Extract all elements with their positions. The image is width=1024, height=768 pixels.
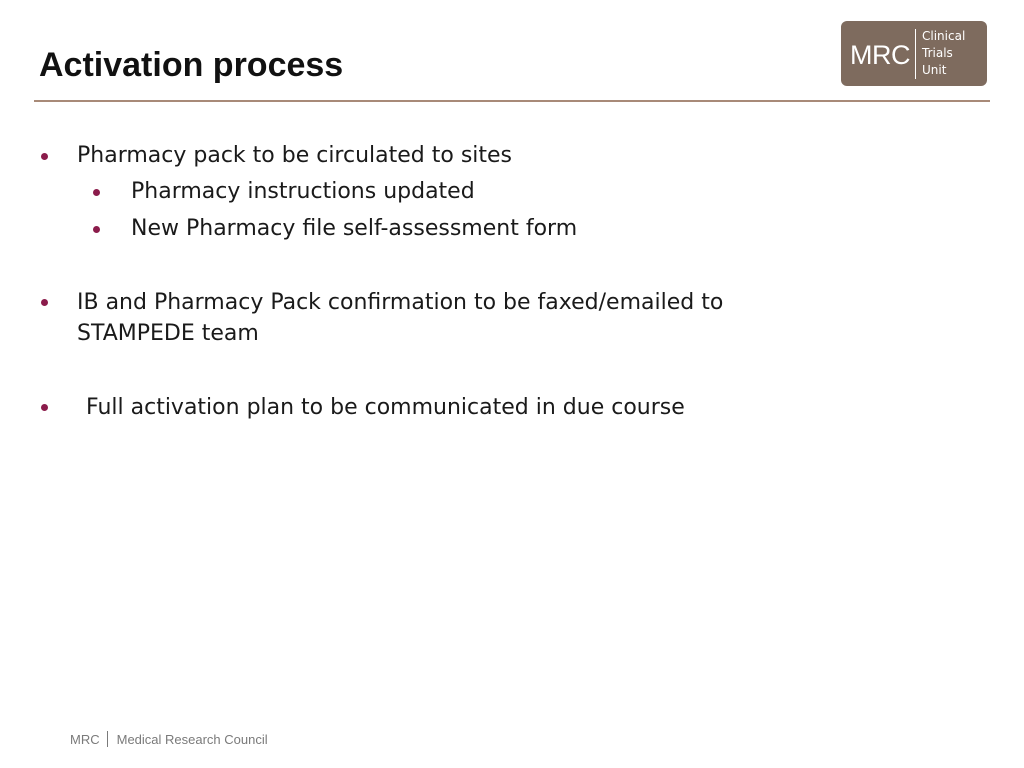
slide-title: Activation process — [39, 46, 344, 84]
logo-divider — [915, 29, 916, 79]
sub-bullet-item: Pharmacy instructions updated — [131, 179, 475, 204]
footer-mrc-logo — [70, 731, 268, 747]
bullet-marker — [41, 299, 48, 306]
footer-org-full: Medical Research Council — [116, 732, 268, 747]
logo-unit-text — [922, 28, 965, 79]
sub-bullet-marker — [93, 189, 100, 196]
mrc-ctu-logo — [841, 21, 987, 86]
sub-bullet-item: New Pharmacy file self-assessment form — [131, 216, 578, 241]
footer-org-short: MRC — [70, 732, 100, 747]
bullet-item: IB and Pharmacy Pack confirmation to be faxed/emailed to — [77, 290, 724, 315]
logo-mrc-text: MRC — [850, 40, 910, 70]
bullet-marker — [41, 153, 48, 160]
bullet-item-continuation: STAMPEDE team — [77, 321, 259, 346]
bullet-marker — [41, 404, 48, 411]
sub-bullet-marker — [93, 226, 100, 233]
bullet-item: Pharmacy pack to be circulated to sites — [77, 143, 513, 168]
title-divider — [34, 100, 990, 102]
logo-line-1: Clinical — [922, 29, 966, 43]
bullet-item: Full activation plan to be communicated in due course — [86, 395, 685, 420]
logo-line-2: Trials — [922, 46, 953, 60]
logo-line-3: Unit — [922, 63, 947, 77]
footer-separator — [107, 731, 108, 747]
